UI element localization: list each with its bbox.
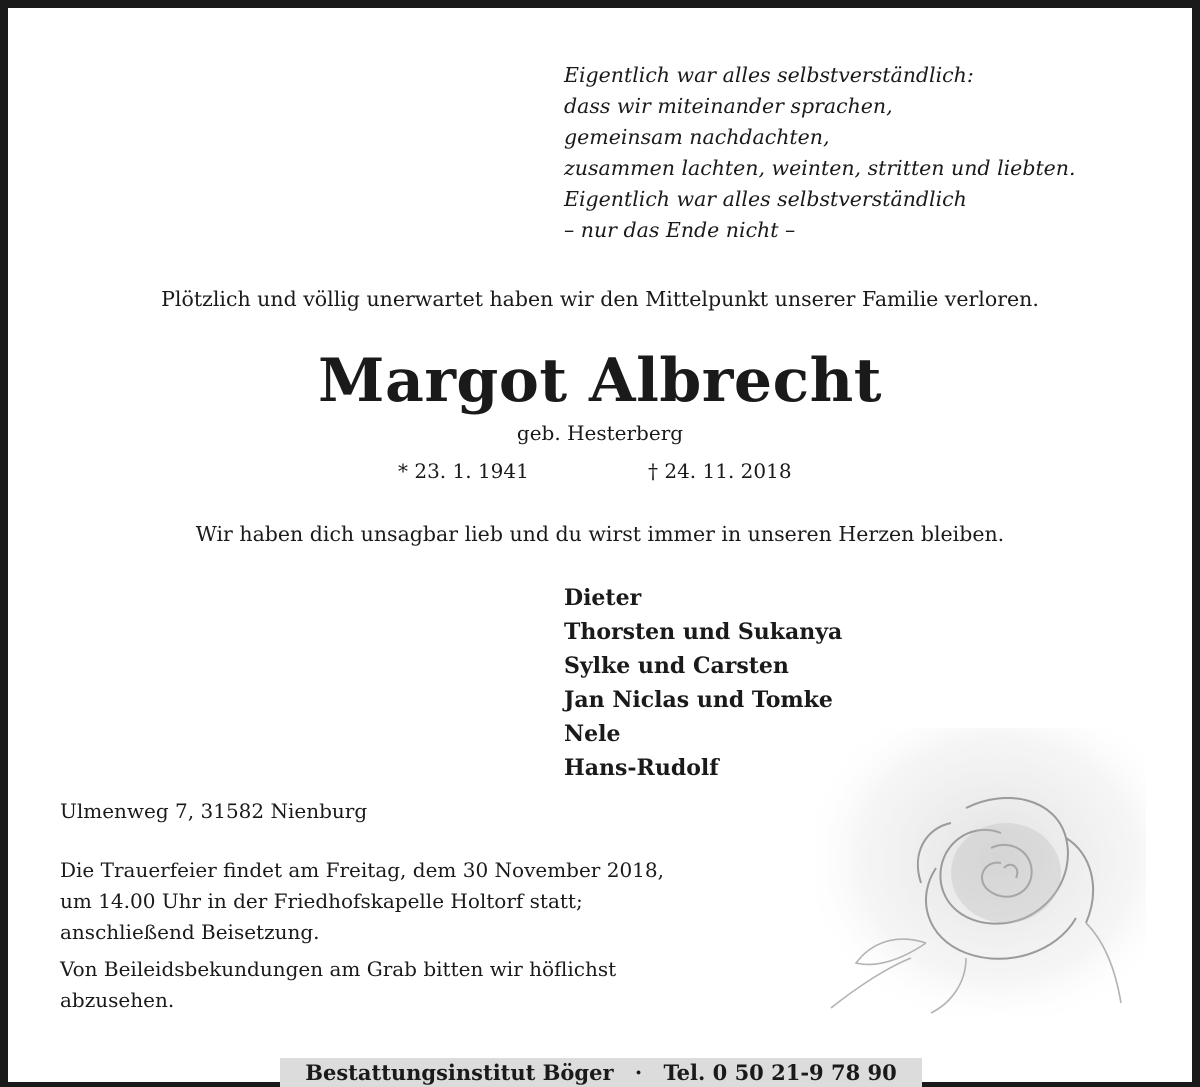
- address: Ulmenweg 7, 31582 Nienburg: [60, 799, 368, 823]
- deceased-name: Margot Albrecht: [318, 346, 882, 416]
- poem-line: Eigentlich war alles selbstverständlich: [564, 187, 967, 211]
- birth-date: * 23. 1. 1941: [398, 459, 529, 483]
- poem-line: – nur das Ende nicht –: [564, 218, 796, 242]
- funeral-home-name: Bestattungsinstitut Böger: [305, 1060, 614, 1085]
- request-paragraph: [60, 954, 780, 1016]
- service-info: [60, 855, 780, 1022]
- birth-name: geb. Hesterberg: [516, 421, 684, 445]
- family-member: Hans-Rudolf: [564, 755, 719, 781]
- service-line: anschließend Beisetzung.: [60, 920, 320, 944]
- request-line: abzusehen.: [60, 988, 175, 1012]
- family-member: Dieter: [564, 585, 642, 611]
- poem-line: Eigentlich war alles selbstverständlich:: [564, 63, 974, 87]
- rose-icon: [816, 728, 1146, 1018]
- poem: [564, 60, 1164, 246]
- family-member: Nele: [564, 721, 621, 747]
- funeral-home-phone: Tel. 0 50 21-9 78 90: [663, 1060, 897, 1085]
- family-member: Thorsten und Sukanya: [564, 619, 843, 645]
- service-line: um 14.00 Uhr in der Friedhofskapelle Holtorf statt;: [60, 889, 583, 913]
- family-list: [564, 581, 842, 785]
- funeral-home-bar: [280, 1058, 922, 1087]
- family-member: Jan Niclas und Tomke: [564, 687, 833, 713]
- closing-text: Wir haben dich unsagbar lieb und du wirst immer in unseren Herzen bleiben.: [195, 522, 1005, 546]
- death-date: † 24. 11. 2018: [648, 459, 792, 483]
- service-line: Die Trauerfeier findet am Freitag, dem 30 November 2018,: [60, 858, 664, 882]
- family-member: Sylke und Carsten: [564, 653, 789, 679]
- footer-separator: ·: [634, 1060, 643, 1085]
- poem-line: gemeinsam nachdachten,: [564, 125, 830, 149]
- request-line: Von Beileidsbekundungen am Grab bitten wir höflichst: [60, 957, 617, 981]
- poem-line: zusammen lachten, weinten, stritten und liebten.: [564, 156, 1076, 180]
- poem-line: dass wir miteinander sprachen,: [564, 94, 893, 118]
- intro-text: Plötzlich und völlig unerwartet haben wir den Mittelpunkt unserer Familie verloren.: [161, 287, 1039, 311]
- service-paragraph: [60, 855, 780, 948]
